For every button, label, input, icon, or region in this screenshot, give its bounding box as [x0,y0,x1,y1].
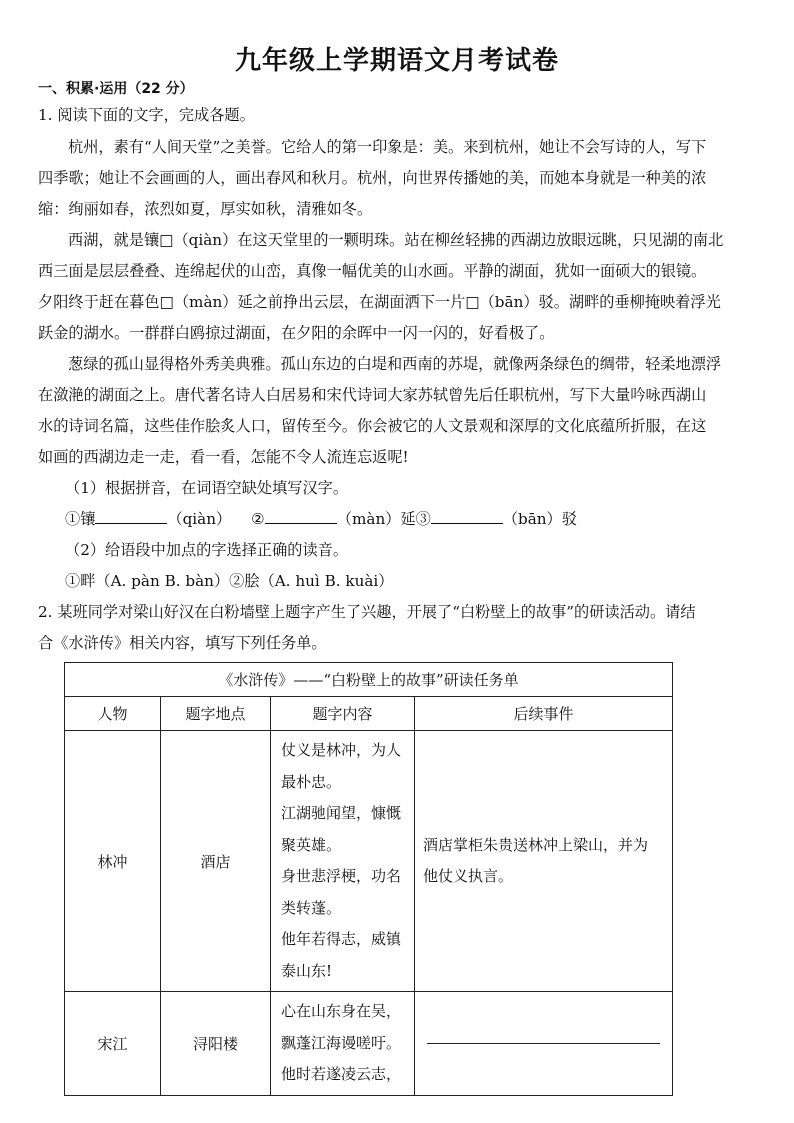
cell-followup [415,731,673,992]
cell-followup-answer[interactable] [415,992,673,1096]
table-row [65,731,673,992]
poem-line: 仗义是林冲，为人 [281,741,402,759]
poem-line: 最朴忠。 [281,772,342,791]
sub-question-2: （2）给语段中加点的字选择正确的读音。 [65,541,349,559]
header-content: 题字内容 [271,697,415,731]
answer-blank[interactable] [265,522,337,524]
passage-line: 缩：绚丽如春，浓烈如夏，厚实如秋，清雅如冬。 [38,200,373,218]
passage-line: 在潋滟的湖面之上。唐代著名诗人白居易和宋代诗词大家苏轼曾先后任职杭州，写下大量吟咏西湖山 [38,386,707,404]
answer-blank[interactable] [431,522,503,524]
section-heading: 一、积累·运用（22 分） [38,81,194,97]
cell-poem [271,992,415,1096]
answer-blank[interactable] [427,1042,660,1044]
passage-line: 夕阳终于赶在暮色□（màn）延之前挣出云层，在湖面洒下一片□（bān）驳。湖畔的垂柳掩映着浮光 [38,293,721,311]
table-caption: 《水浒传》——“白粉壁上的故事”研读任务单 [65,663,673,697]
cell-place: 浔阳楼 [161,992,271,1096]
passage-line: 西湖，就是镶□（qiàn）在这天堂里的一颗明珠。站在柳丝轻拂的西湖边放眼远眺，只见湖的南北 [68,231,724,249]
poem-line: 聚英雄。 [281,835,342,854]
answer-blank[interactable] [95,522,167,524]
poem-line: 江湖驰闻望，慷慨 [281,804,402,822]
poem-line: 他年若得志，威镇 [281,930,402,948]
passage-line: 葱绿的孤山显得格外秀美典雅。孤山东边的白堤和西南的苏堤，就像两条绿色的绸带，轻柔地漂浮 [68,355,722,373]
fill-label-a: ①镶 [65,510,96,528]
passage-line: 四季歌；她让不会画画的人，画出春风和秋月。杭州，向世界传播她的美，而她本身就是一种美的浓 [38,169,707,187]
poem-line: 身世悲浮梗，功名 [281,867,402,885]
poem-line: 心在山东身在吴， [281,1002,402,1020]
question-2-stem: 2. 某班同学对梁山好汉在白粉墙壁上题字产生了兴趣，开展了“白粉壁上的故事”的研读活动。请结 [38,603,696,621]
passage-line: 水的诗词名篇，这些佳作脍炙人口，留传至今。你会被它的人文景观和深厚的文化底蕴所折服，在这 [38,417,707,435]
cell-person: 林冲 [65,731,161,992]
cell-person: 宋江 [65,992,161,1096]
fill-pinyin-c: （bān）驳 [502,510,577,528]
fill-label-b: ② [251,510,265,528]
question-1-stem: 1. 阅读下面的文字，完成各题。 [38,106,255,124]
followup-line: 他仗义执言。 [423,867,514,885]
header-followup: 后续事件 [415,697,673,731]
fill-pinyin-a: （qiàn） [167,510,232,528]
cell-poem [271,731,415,992]
pronunciation-choices: ①畔（A. pàn B. bàn）②脍（A. huì B. kuài） [65,572,394,590]
poem-line: 飘蓬江海谩嗟吁。 [281,1033,402,1052]
passage-line: 如画的西湖边走一走，看一看，怎能不令人流连忘返呢! [38,448,409,466]
followup-line: 酒店掌柜朱贵送林冲上梁山，并为 [423,836,649,854]
sub-question-1: （1）根据拼音，在词语空缺处填写汉字。 [65,479,349,497]
passage-line: 杭州，素有“人间天堂”之美誉。它给人的第一印象是：美。来到杭州，她让不会写诗的人，写下 [68,138,707,156]
fill-blank-row [65,512,577,527]
header-person: 人物 [65,697,161,731]
poem-line: 泰山东! [281,961,333,980]
passage-line: 跃金的湖水。一群群白鸥掠过湖面，在夕阳的余晖中一闪一闪的，好看极了。 [38,324,555,342]
header-place: 题字地点 [161,697,271,731]
page-title: 九年级上学期语文月考试卷 [234,46,559,76]
fill-pinyin-b: （màn）延③ [336,510,431,528]
passage-line: 西三面是层层叠叠、连绵起伏的山峦，真像一幅优美的山水画。平静的湖面，犹如一面硕大的银镜。 [38,262,707,280]
poem-line: 他时若遂凌云志， [281,1065,402,1083]
cell-place: 酒店 [161,731,271,992]
poem-line: 类转蓬。 [281,898,342,917]
question-2-stem: 合《水浒传》相关内容，填写下列任务单。 [38,634,327,652]
task-table [64,662,673,1096]
table-row [65,992,673,1096]
